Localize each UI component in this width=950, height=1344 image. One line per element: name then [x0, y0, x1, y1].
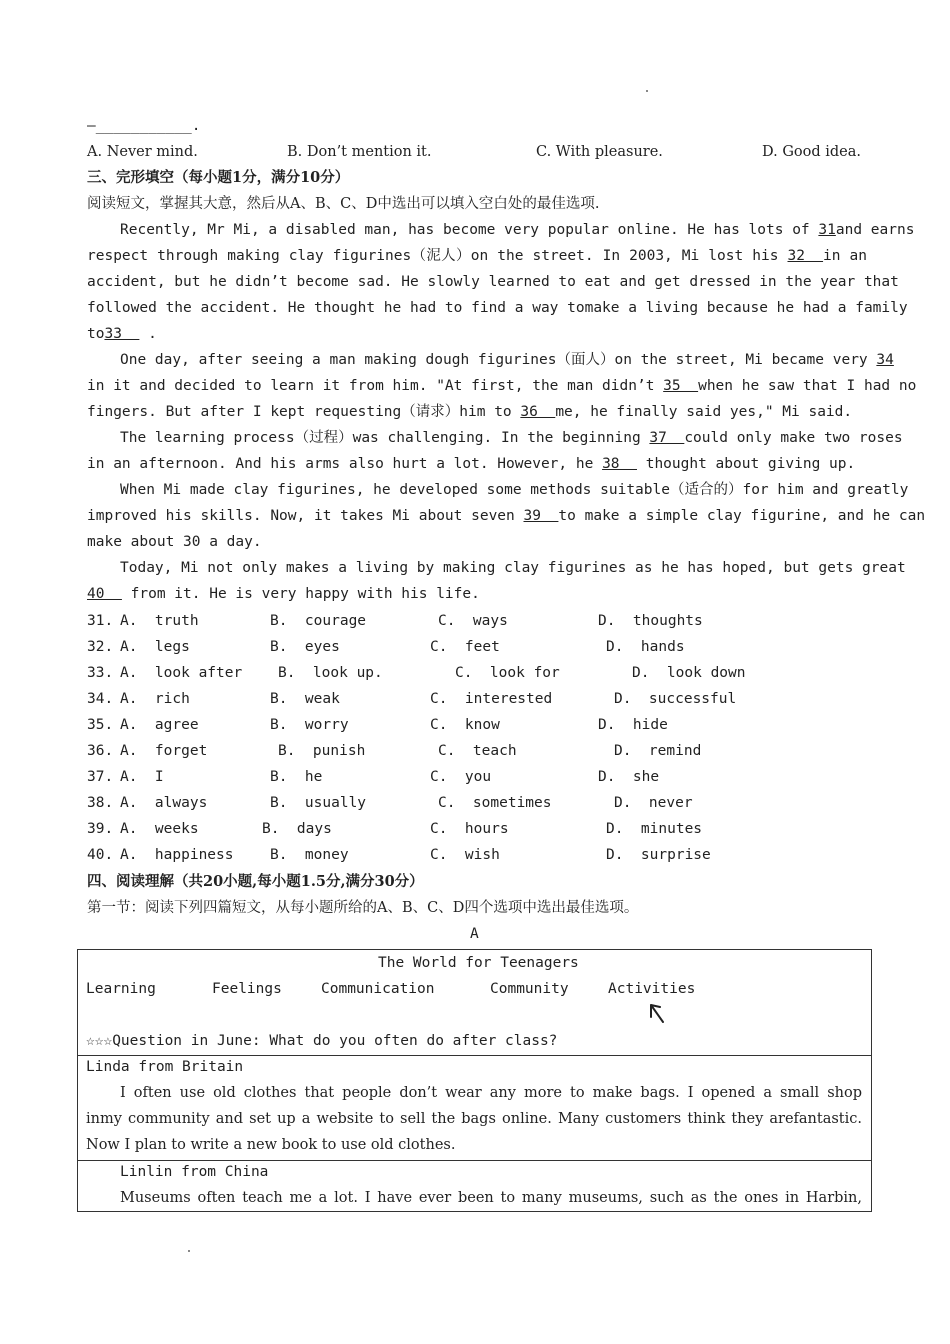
entry-text-line: inmy community and set up a website to sell the bags online. Many customers think they arefantastic.: [86, 1111, 862, 1127]
option-d[interactable]: D. minutes: [606, 821, 703, 837]
passage-text: make about 30 a day.: [87, 534, 262, 550]
option-d[interactable]: D. hide: [598, 717, 668, 733]
answer-blank[interactable]: 35: [663, 378, 699, 394]
passage-text: improved his skills. Now, it takes Mi about seven: [87, 508, 524, 524]
passage-text: followed the accident. He thought he had to find a way tomake a living because he had a family: [87, 300, 908, 316]
question-number: 35.: [87, 717, 114, 733]
option-c[interactable]: C. feet: [430, 639, 500, 655]
option-d[interactable]: D. surprise: [606, 847, 711, 863]
passage-label: A: [470, 926, 479, 942]
passage-line: [87, 399, 867, 425]
answer-blank[interactable]: 32: [787, 248, 824, 264]
passage-text: thought about giving up.: [636, 456, 856, 472]
passage-line: [87, 503, 926, 529]
passage-line: [120, 347, 894, 373]
passage-text: in an afternoon. And his arms also hurt a lot. However, he: [87, 456, 603, 472]
passage-line: [87, 451, 867, 477]
answer-blank[interactable]: 37: [649, 430, 685, 446]
answer-blank[interactable]: 38: [602, 456, 637, 472]
answer-blank[interactable]: 31: [818, 222, 836, 238]
option-b[interactable]: B. punish: [278, 743, 366, 759]
question-number: 40.: [87, 847, 114, 863]
scan-dot: [188, 1250, 190, 1252]
option-a[interactable]: A. legs: [120, 639, 190, 655]
option-b[interactable]: B. money: [270, 847, 349, 863]
question-number: 39.: [87, 821, 114, 837]
passage-line: [87, 581, 867, 607]
passage-line: [120, 217, 915, 243]
passage-line: [120, 425, 903, 451]
option-d[interactable]: D. successful: [614, 691, 737, 707]
top-option-b: B. Don’t mention it.: [287, 144, 432, 160]
answer-blank-line: —___________.: [87, 118, 201, 134]
passage-line: [87, 295, 908, 321]
passage-text: fingers. But after I kept requesting（请求）him to: [87, 404, 521, 420]
passage-text: Today, Mi not only makes a living by making clay figurines as he has hoped, but gets great: [120, 560, 906, 576]
entry-author-linlin: Linlin from China: [120, 1164, 269, 1180]
passage-line: [120, 555, 906, 581]
option-c[interactable]: C. hours: [430, 821, 509, 837]
nav-feelings[interactable]: Feelings: [212, 981, 282, 997]
passage-text: .: [139, 326, 157, 342]
option-c[interactable]: C. you: [430, 769, 492, 785]
option-d[interactable]: D. never: [614, 795, 693, 811]
passage-text: When Mi made clay figurines, he developed some methods suitable（适合的）for him and greatly: [120, 482, 909, 498]
passage-text: to: [87, 326, 105, 342]
option-c[interactable]: C. know: [430, 717, 500, 733]
passage-line: [87, 321, 867, 347]
option-a[interactable]: A. agree: [120, 717, 199, 733]
option-c[interactable]: C. ways: [438, 613, 508, 629]
option-a[interactable]: A. always: [120, 795, 208, 811]
table-title: The World for Teenagers: [378, 955, 579, 971]
option-b[interactable]: B. look up.: [278, 665, 383, 681]
section4-title: 四、阅读理解（共20小题,每小题1.5分,满分30分）: [87, 873, 424, 890]
question-number: 31.: [87, 613, 114, 629]
option-b[interactable]: B. eyes: [270, 639, 340, 655]
passage-text: and earns: [835, 222, 915, 238]
answer-blank[interactable]: 36: [520, 404, 556, 420]
nav-community[interactable]: Community: [490, 981, 569, 997]
option-a[interactable]: A. look after: [120, 665, 243, 681]
passage-text: in an: [823, 248, 868, 264]
option-d[interactable]: D. remind: [614, 743, 702, 759]
question-number: 34.: [87, 691, 114, 707]
passage-text: to make a simple clay figurine, and he can: [558, 508, 926, 524]
option-a[interactable]: A. truth: [120, 613, 199, 629]
question-number: 32.: [87, 639, 114, 655]
option-b[interactable]: B. usually: [270, 795, 367, 811]
monthly-question: ☆☆☆Question in June: What do you often do after class?: [86, 1033, 558, 1049]
nav-learning[interactable]: Learning: [86, 981, 156, 997]
passage-text: in it and decided to learn it from him. "At first, the man didn’t: [87, 378, 664, 394]
option-c[interactable]: C. sometimes: [438, 795, 552, 811]
option-b[interactable]: B. he: [270, 769, 323, 785]
option-d[interactable]: D. look down: [632, 665, 746, 681]
top-option-a: A. Never mind.: [87, 144, 198, 160]
option-b[interactable]: B. days: [262, 821, 332, 837]
question-number: 38.: [87, 795, 114, 811]
answer-blank[interactable]: 33: [104, 326, 140, 342]
option-c[interactable]: C. teach: [438, 743, 517, 759]
passage-text: One day, after seeing a man making dough figurines（面人）on the street, Mi became very: [120, 352, 877, 368]
passage-text: when he saw that I had no: [698, 378, 917, 394]
answer-blank[interactable]: 39: [523, 508, 559, 524]
option-d[interactable]: D. hands: [606, 639, 685, 655]
option-c[interactable]: C. wish: [430, 847, 500, 863]
entry-author-linda: Linda from Britain: [86, 1059, 244, 1075]
passage-line: [120, 477, 909, 503]
section3-instruction: 阅读短文，掌握其大意，然后从A、B、C、D中选出可以填入空白处的最佳选项.: [87, 196, 600, 212]
answer-blank[interactable]: 40: [87, 586, 122, 602]
option-b[interactable]: B. weak: [270, 691, 340, 707]
option-a[interactable]: A. weeks: [120, 821, 199, 837]
option-b[interactable]: B. courage: [270, 613, 367, 629]
passage-text: could only make two roses: [684, 430, 903, 446]
entry-text-line: Now I plan to write a new book to use old clothes.: [86, 1137, 456, 1153]
scan-dot: [646, 90, 648, 92]
top-option-c: C. With pleasure.: [536, 144, 663, 160]
passage-text: respect through making clay figurines（泥人）on the street. In 2003, Mi lost his: [87, 248, 788, 264]
passage-line: [87, 529, 867, 555]
teen-world-table: [77, 949, 872, 1212]
passage-text: me, he finally said yes," Mi said.: [555, 404, 853, 420]
option-a[interactable]: A. forget: [120, 743, 208, 759]
option-c[interactable]: C. interested: [430, 691, 553, 707]
option-b[interactable]: B. worry: [270, 717, 349, 733]
passage-text: from it. He is very happy with his life.: [121, 586, 480, 602]
option-d[interactable]: D. thoughts: [598, 613, 703, 629]
passage-line: [87, 269, 899, 295]
cursor-arrow-icon: [648, 1002, 668, 1026]
section3-title: 三、完形填空（每小题1分，满分10分）: [87, 169, 350, 186]
passage-text: Recently, Mr Mi, a disabled man, has become very popular online. He has lots of: [120, 222, 819, 238]
option-c[interactable]: C. look for: [455, 665, 560, 681]
question-number: 36.: [87, 743, 114, 759]
nav-activities[interactable]: Activities: [608, 981, 696, 997]
question-number: 37.: [87, 769, 114, 785]
option-d[interactable]: D. she: [598, 769, 660, 785]
entry-text-line: Museums often teach me a lot. I have ever been to many museums, such as the ones in Harbin,: [120, 1190, 862, 1206]
passage-line: [87, 373, 917, 399]
passage-line: [87, 243, 867, 269]
nav-communication[interactable]: Communication: [321, 981, 435, 997]
option-a[interactable]: A. rich: [120, 691, 190, 707]
passage-text: The learning process（过程）was challenging. In the beginning: [120, 430, 650, 446]
passage-text: accident, but he didn’t become sad. He slowly learned to eat and get dressed in the year that: [87, 274, 899, 290]
answer-blank[interactable]: 34: [876, 352, 894, 368]
option-a[interactable]: A. happiness: [120, 847, 234, 863]
top-option-d: D. Good idea.: [762, 144, 862, 160]
entry-text-line: I often use old clothes that people don’t wear any more to make bags. I opened a small shop: [120, 1085, 862, 1101]
section4-instruction: 第一节：阅读下列四篇短文，从每小题所给的A、B、C、D四个选项中选出最佳选项。: [87, 900, 639, 916]
option-a[interactable]: A. I: [120, 769, 164, 785]
question-number: 33.: [87, 665, 114, 681]
